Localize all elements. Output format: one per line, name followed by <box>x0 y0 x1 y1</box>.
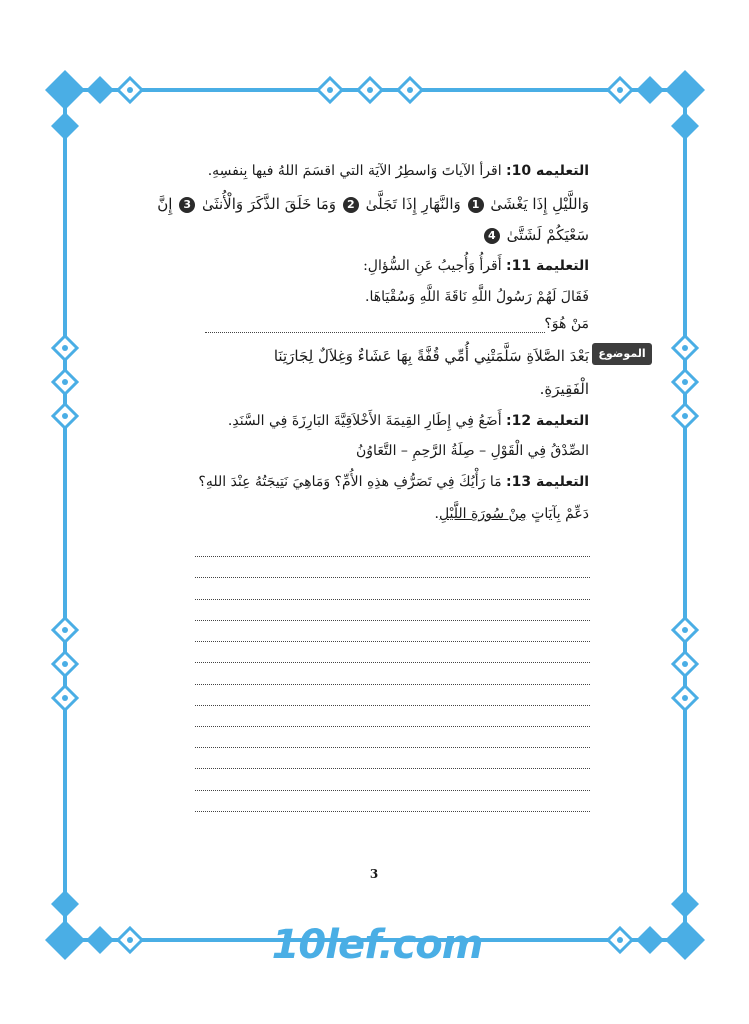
answer-line[interactable] <box>195 599 590 600</box>
instruction-12-label: التعليمة 12: <box>506 413 589 429</box>
instruction-11 <box>169 258 589 274</box>
support-pre: دَعِّمْ بِآيَاتٍ <box>526 506 589 522</box>
answer-line[interactable] <box>195 811 590 812</box>
answer-line[interactable] <box>195 790 590 791</box>
answer-line-11[interactable] <box>205 332 545 333</box>
instruction-10 <box>169 163 589 179</box>
answer-line[interactable] <box>195 641 590 642</box>
instruction-12 <box>169 413 589 429</box>
instruction-13-label: التعليمة 13: <box>506 474 589 490</box>
verse-number-4: 4 <box>484 228 500 244</box>
support-end: . <box>434 506 439 522</box>
support-instruction <box>169 506 589 522</box>
answer-line[interactable] <box>195 620 590 621</box>
answer-line[interactable] <box>195 684 590 685</box>
topic-badge: الموضوع <box>592 343 652 365</box>
verses-line-1 <box>157 195 589 213</box>
instruction-10-label: التعليمه 10: <box>506 163 589 179</box>
answer-line[interactable] <box>195 556 590 557</box>
site-logo: 10lef.com <box>271 922 483 968</box>
instruction-11-label: التعليمة 11: <box>506 258 589 274</box>
verse-number-2: 2 <box>343 197 359 213</box>
verse-c: وَمَا خَلَقَ الذَّكَرَ وَالْأُنثَىٰ <box>201 195 337 213</box>
paragraph-line-1: بَعْدَ الصَّلاَةِ سَلَّمَتْنِي أُمِّي قُفَّةً بِهَا عَشَاءٌ وَغِلاَلٌ لِجَارَتِنَا <box>273 347 589 365</box>
answer-line[interactable] <box>195 768 590 769</box>
answer-line[interactable] <box>195 747 590 748</box>
verse-11: فَقَالَ لَهُمْ رَسُولُ اللَّهِ نَاقَةَ اللَّهِ وَسُقْيَاهَا. <box>365 289 589 305</box>
values-options: الصِّدْقُ فِي الْقَوْلِ – صِلَةُ الرَّحِمِ – التَّعَاوُنُ <box>356 443 589 459</box>
paragraph-line-2: الْفَقِيرَةِ. <box>539 380 589 398</box>
support-surah: مِنْ سُورَةِ اللَّيْلِ <box>438 506 527 522</box>
page-number: 3 <box>369 867 379 881</box>
verse-number-1: 1 <box>468 197 484 213</box>
verse-d: إِنَّ <box>157 195 173 213</box>
answer-line[interactable] <box>195 726 590 727</box>
instruction-10-text: اقرأ الآياتَ وَاسطِرُ الآيَة التي اقسَمَ اللهُ فيها بِنفسِهِ. <box>207 163 507 179</box>
answer-line[interactable] <box>195 662 590 663</box>
instruction-12-text: أَضَعُ فِي إِطَارِ القِيمَةَ الأَخْلاَقِيَّةَ البَارِزَةَ فِي السَّنَدِ. <box>227 413 507 429</box>
question-11: مَنْ هُوَ؟ <box>544 316 589 332</box>
answer-line[interactable] <box>195 577 590 578</box>
verse-number-3: 3 <box>179 197 195 213</box>
instruction-13-text: مَا رَأْيُكَ فِي تَصَرُّفِ هذِهِ الأُمِّ؟ وَمَاهِيَ نَتِيجَتُهُ عِنْدَ اللهِ؟ <box>198 474 507 490</box>
verse-e: سَعْيَكُمْ لَشَتَّىٰ <box>506 226 589 244</box>
instruction-13 <box>169 474 589 490</box>
verse-a: وَاللَّيْلِ إِذَا يَغْشَىٰ <box>490 195 589 213</box>
verse-b: وَالنَّهَارِ إِذَا تَجَلَّىٰ <box>365 195 461 213</box>
verses-line-2 <box>169 226 589 244</box>
answer-line[interactable] <box>195 705 590 706</box>
instruction-11-text: أَقرأُ وَأُجيبُ عَنِ السُّؤالِ: <box>363 258 507 274</box>
